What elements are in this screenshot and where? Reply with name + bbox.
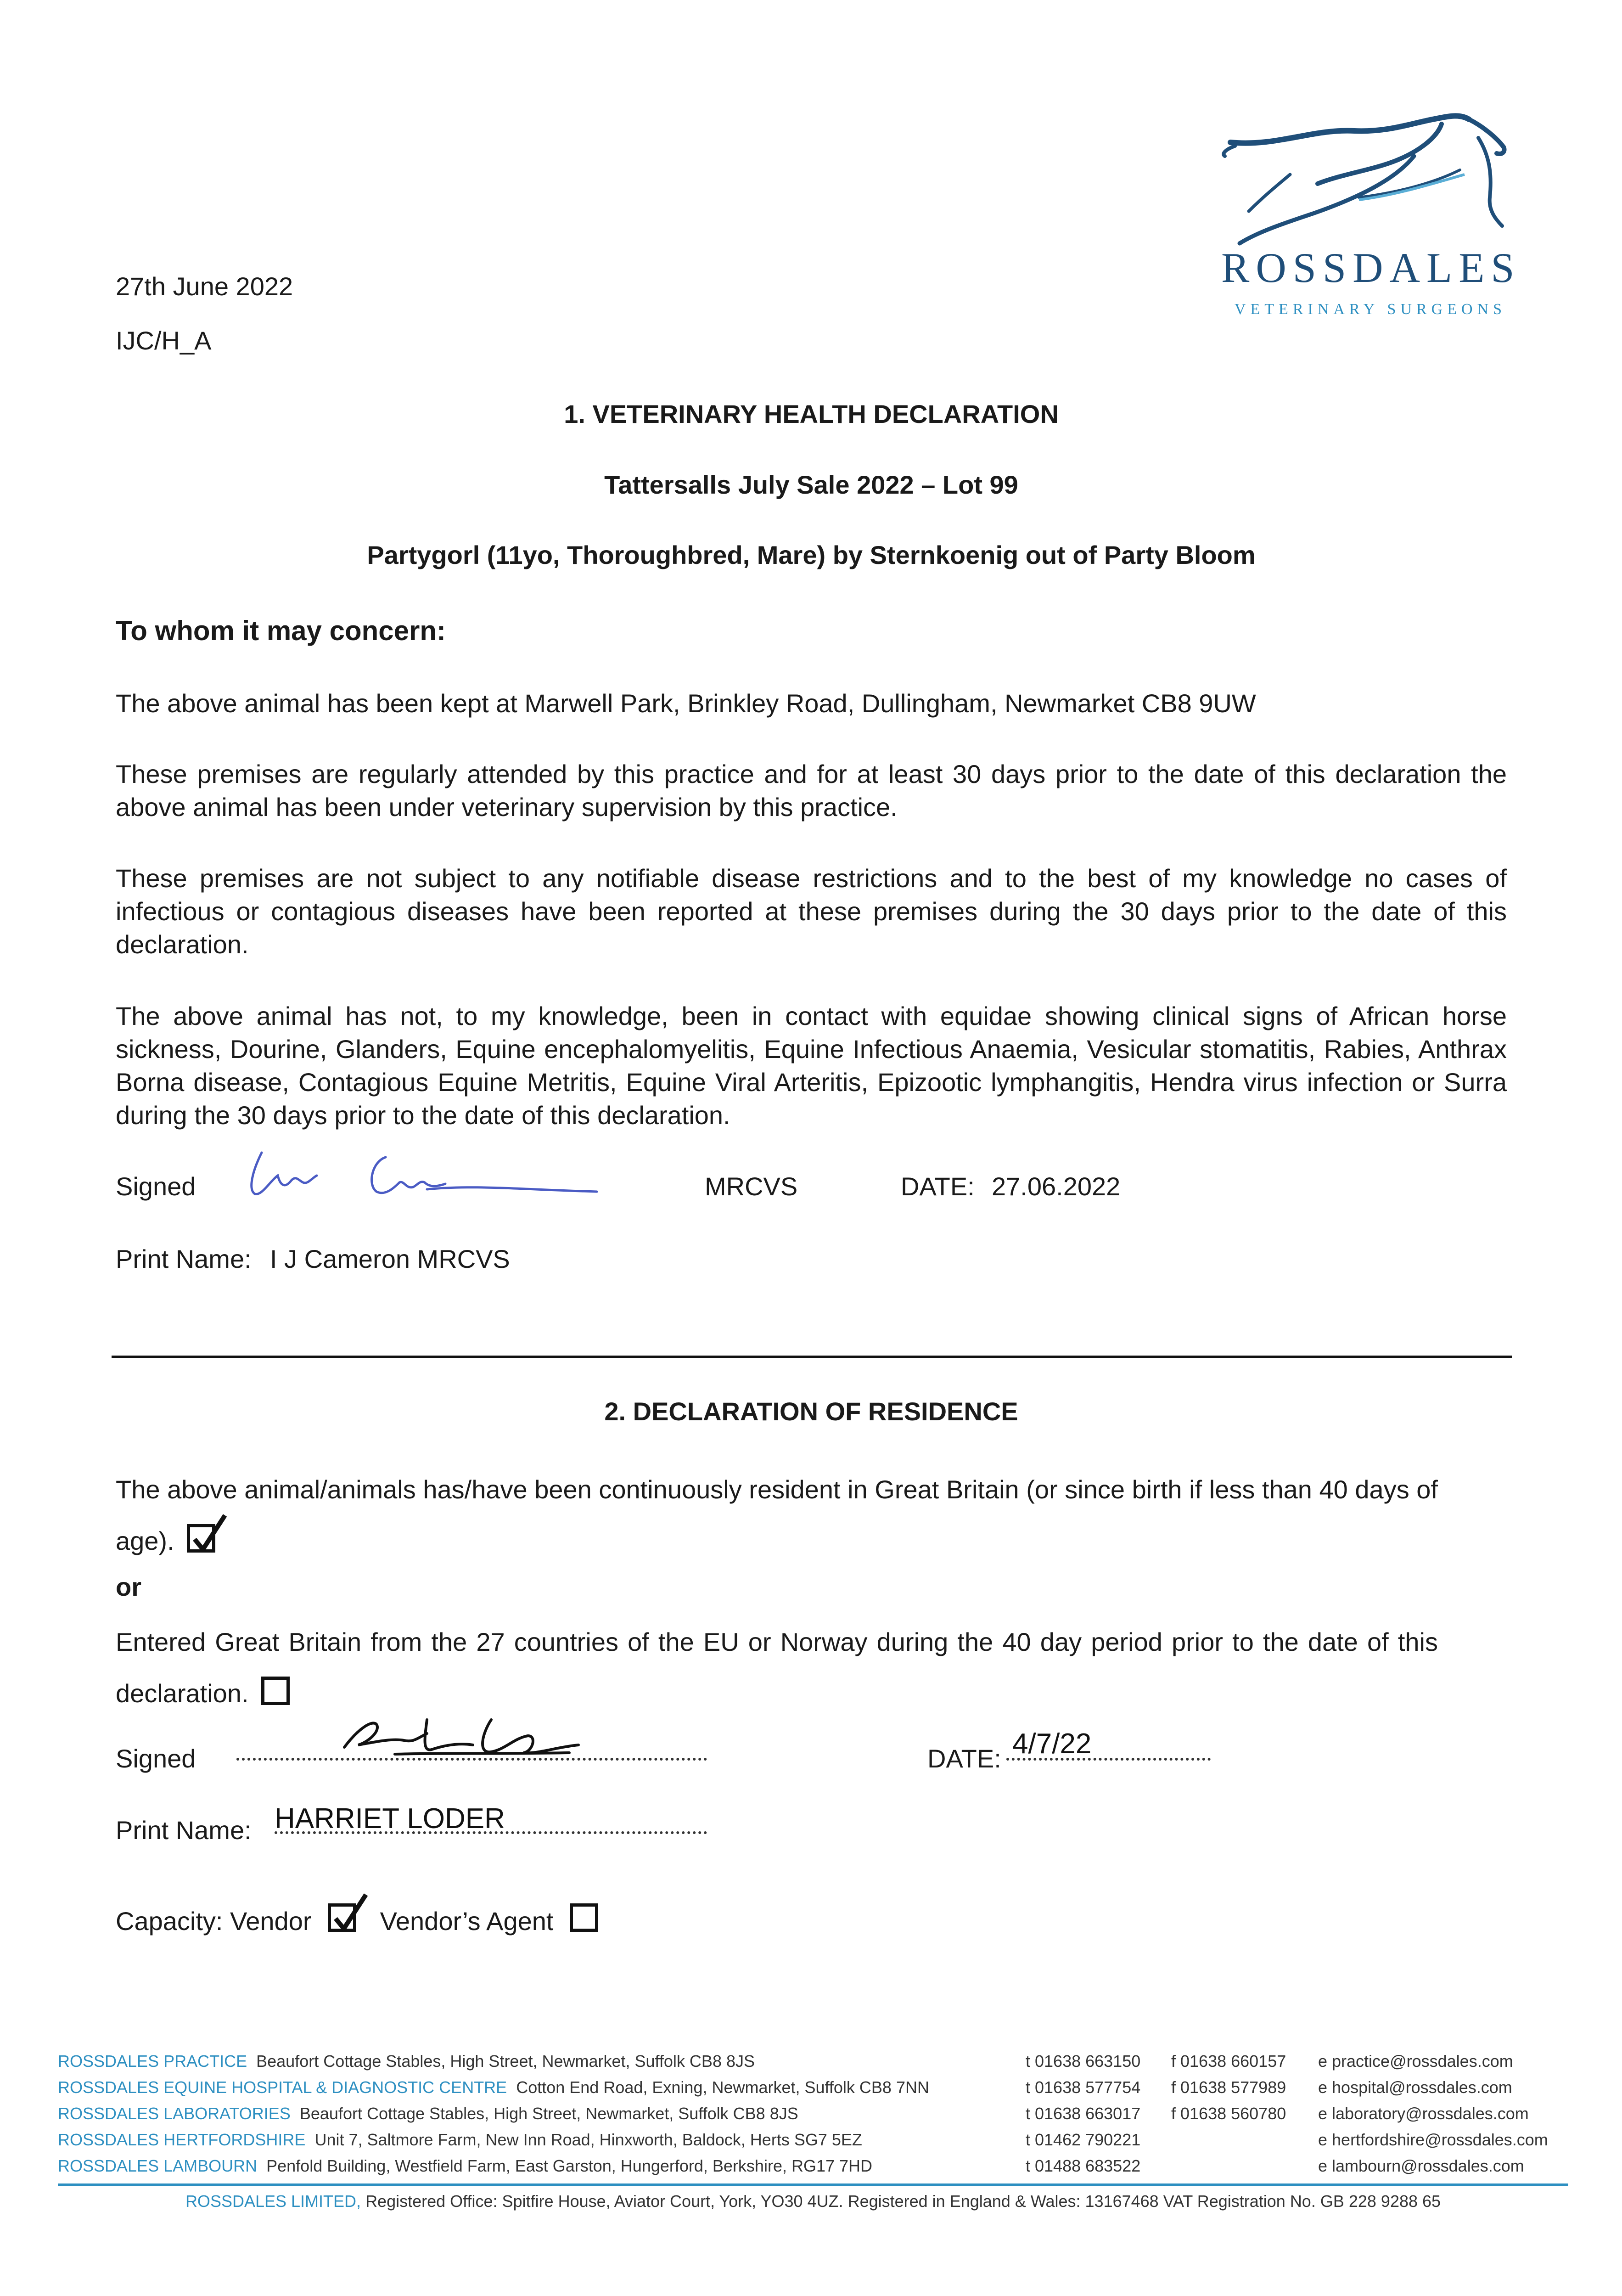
- office-email: e practice@rossdales.com: [1318, 2052, 1513, 2071]
- rossdales-logo: [1221, 106, 1520, 335]
- capacity-row: [116, 1903, 598, 1938]
- footer-row-hospital: [58, 2074, 1573, 2100]
- salutation: To whom it may concern:: [116, 615, 446, 646]
- paragraph-restrictions: These premises are not subject to any notifiable disease restrictions and to the best of my knowledge no cases of infectious or contagious diseases have been reported at these premises during the 30 days prior to the date of this declaration.: [116, 864, 1507, 959]
- office-address: Unit 7, Saltmore Farm, New Inn Road, Hinxworth, Baldock, Herts SG7 5EZ: [314, 2130, 862, 2149]
- footer-row-laboratories: [58, 2100, 1573, 2127]
- capacity-agent-label: Vendor’s Agent: [380, 1907, 554, 1936]
- residence-option-eu-text: Entered Great Britain from the 27 countries of the EU or Norway during the 40 day period prior to the date of this declaration.: [116, 1627, 1438, 1708]
- office-address: Beaufort Cottage Stables, High Street, Newmarket, Suffolk CB8 8JS: [256, 2052, 755, 2071]
- office-email: e lambourn@rossdales.com: [1318, 2156, 1524, 2175]
- residence-option-gb-text: The above animal/animals has/have been continuously resident in Great Britain (or since birth if less than 40 days of age).: [116, 1475, 1438, 1555]
- office-fax: f 01638 660157: [1171, 2052, 1286, 2071]
- vendor-signature: [340, 1711, 597, 1766]
- office-address: Beaufort Cottage Stables, High Street, Newmarket, Suffolk CB8 8JS: [299, 2104, 798, 2123]
- office-name: ROSSDALES PRACTICE: [58, 2052, 247, 2071]
- horse-title: Partygorl (11yo, Thoroughbred, Mare) by Sternkoenig out of Party Bloom: [367, 540, 1256, 569]
- office-email: e laboratory@rossdales.com: [1318, 2104, 1529, 2123]
- residence-option-gb-checkbox[interactable]: [187, 1524, 215, 1553]
- office-tel: t 01638 663017: [1026, 2104, 1141, 2123]
- office-tel: t 01638 663150: [1026, 2052, 1141, 2071]
- capacity-vendor-label: Vendor: [230, 1907, 312, 1936]
- checkmark-icon: [329, 1892, 370, 1933]
- office-fax: f 01638 577989: [1171, 2078, 1286, 2097]
- office-name: ROSSDALES EQUINE HOSPITAL & DIAGNOSTIC CENTRE: [58, 2078, 507, 2097]
- capacity-agent-checkbox[interactable]: [570, 1903, 598, 1932]
- office-email: e hertfordshire@rossdales.com: [1318, 2130, 1548, 2149]
- office-name: ROSSDALES LABORATORIES: [58, 2104, 291, 2123]
- office-name: ROSSDALES HERTFORDSHIRE: [58, 2130, 306, 2149]
- footer-table: [58, 2048, 1573, 2186]
- or-label: or: [116, 1572, 141, 1601]
- section1-title: 1. VETERINARY HEALTH DECLARATION: [564, 400, 1059, 428]
- office-fax: f 01638 560780: [1171, 2104, 1286, 2123]
- letter-date: 27th June 2022: [116, 272, 293, 301]
- vet-print-name-value: I J Cameron MRCVS: [270, 1244, 510, 1273]
- vendor-signed-label: Signed: [116, 1744, 196, 1773]
- residence-option-gb: [116, 1464, 1438, 1567]
- logo-tagline: VETERINARY SURGEONS: [1234, 301, 1507, 318]
- vet-signed-label: Signed: [116, 1172, 196, 1201]
- capacity-vendor-checkbox[interactable]: [328, 1903, 356, 1932]
- footer-row-practice: [58, 2048, 1573, 2074]
- vet-signature: [234, 1143, 601, 1208]
- office-tel: t 01638 577754: [1026, 2078, 1141, 2097]
- section-divider: [112, 1356, 1512, 1358]
- residence-option-eu-checkbox[interactable]: [261, 1677, 290, 1705]
- footer-registration: [58, 2188, 1568, 2214]
- office-email: e hospital@rossdales.com: [1318, 2078, 1512, 2097]
- company-name: ROSSDALES LIMITED,: [185, 2192, 361, 2211]
- logo-name: ROSSDALES: [1221, 244, 1521, 291]
- section2-title: 2. DECLARATION OF RESIDENCE: [604, 1397, 1018, 1426]
- footer-divider: [58, 2183, 1568, 2186]
- horse-logo-icon: [1221, 106, 1520, 257]
- paragraph-supervision: These premises are regularly attended by this practice and for at least 30 days prior to the date of this declaration the above animal has been under veterinary supervision by this practice.: [116, 760, 1507, 822]
- vendor-print-name-label: Print Name:: [116, 1816, 252, 1845]
- vet-date-value: 27.06.2022: [992, 1172, 1121, 1201]
- office-name: ROSSDALES LAMBOURN: [58, 2156, 258, 2175]
- vendor-print-name-value: HARRIET LODER: [275, 1803, 505, 1835]
- vet-qualification: MRCVS: [705, 1172, 798, 1201]
- sale-lot-title: Tattersalls July Sale 2022 – Lot 99: [604, 470, 1018, 499]
- office-address: Cotton End Road, Exning, Newmarket, Suffolk CB8 7NN: [516, 2078, 929, 2097]
- letter-reference: IJC/H_A: [116, 326, 212, 355]
- paragraph-diseases: The above animal has not, to my knowledge, been in contact with equidae showing clinical signs of African horse sickness, Dourine, Glanders, Equine encephalomyelitis, Equine Infectious Anaemia, Vesicular stomatitis, Rabies, Anthrax Borna disease, Contagious Equine Metritis, Equine Viral Arteritis, Epizootic lymphangitis, Hendra virus infection or Surra during the 30 days prior to the date of this declaration.: [116, 1002, 1507, 1130]
- paragraph-premises: The above animal has been kept at Marwell Park, Brinkley Road, Dullingham, Newmarket CB8 9UW: [116, 689, 1256, 718]
- footer-row-lambourn: [58, 2153, 1573, 2179]
- capacity-label: Capacity:: [116, 1907, 223, 1936]
- vendor-date-value: 4/7/22: [1012, 1728, 1092, 1760]
- residence-option-eu: [116, 1616, 1438, 1719]
- checkmark-icon: [188, 1513, 230, 1554]
- vendor-date-label: DATE:: [927, 1744, 1001, 1773]
- registration-text: Registered Office: Spitfire House, Aviator Court, York, YO30 4UZ. Registered in England & Wales: 13167468 VAT Registration No. GB 228 9288 65: [365, 2192, 1441, 2211]
- vet-date-label: DATE:: [901, 1172, 975, 1201]
- vet-print-name-label: Print Name:: [116, 1244, 252, 1273]
- office-tel: t 01462 790221: [1026, 2130, 1141, 2149]
- office-tel: t 01488 683522: [1026, 2156, 1141, 2175]
- office-address: Penfold Building, Westfield Farm, East Garston, Hungerford, Berkshire, RG17 7HD: [266, 2156, 873, 2175]
- footer-row-hertfordshire: [58, 2127, 1573, 2153]
